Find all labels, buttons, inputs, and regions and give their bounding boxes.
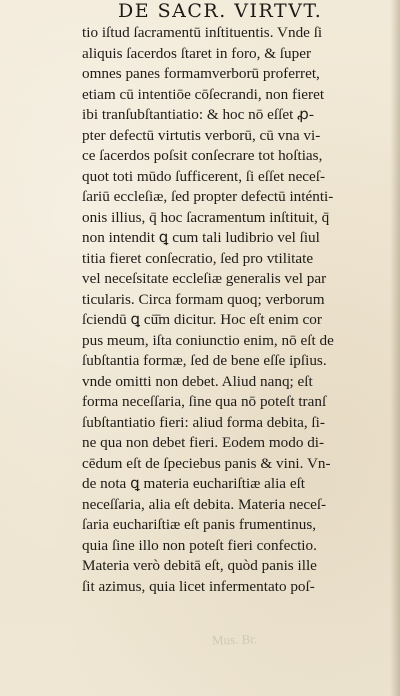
text-line: ticularis. Circa formam quoq; verborum bbox=[82, 290, 325, 308]
text-line: quot toti mūdo ſufficerent, ſi eſſet neceſ- bbox=[82, 167, 326, 185]
bleed-through-mark: Mus. Br. bbox=[211, 631, 258, 648]
text-line: vel neceſsitate eccleſiæ generalis vel par bbox=[82, 270, 327, 287]
text-line: ſit azimus, quia licet infermentato poſ- bbox=[82, 577, 315, 595]
text-line: ſubſtantia formæ, ſed de bene eſſe ipſius. bbox=[82, 352, 327, 369]
text-line: quia ſine illo non poteſt fieri confectio. bbox=[82, 536, 317, 554]
text-line: ibi tranſubſtantiatio: & hoc nō eſſet ꝓ- bbox=[82, 106, 314, 123]
text-line: Materia verò debitā eſt, quòd panis ille bbox=[82, 557, 317, 574]
text-line: de nota ꝗ materia euchariſtiæ alia eſt bbox=[82, 475, 306, 492]
text-line: pter defectū virtutis verborū, cū vna vi- bbox=[82, 126, 321, 144]
text-line: cēdum eſt de ſpeciebus panis & vini. Vn- bbox=[82, 454, 331, 472]
text-line: tio iſtud ſacramentū inſtituentis. Vnde ſi bbox=[82, 24, 323, 41]
text-line: forma neceſſaria, ſine qua nō poteſt tranſ bbox=[82, 393, 327, 410]
text-line: non intendit ꝗ cum tali ludibrio vel ſiul bbox=[82, 229, 320, 246]
text-line: aliquis ſacerdos ſtaret in foro, & ſuper bbox=[82, 44, 312, 62]
text-line: neceſſaria, alia eſt debita. Materia neceſ- bbox=[82, 495, 327, 513]
text-line: pus meum, iſta coniunctio enim, nō eſt de bbox=[82, 331, 334, 349]
text-line: ce ſacerdos poſsit conſecrare tot hoſtias, bbox=[82, 147, 323, 164]
body-text bbox=[82, 23, 394, 597]
text-line: ſubſtantiatio fieri: aliud forma debita, ſi- bbox=[82, 413, 325, 431]
text-line: ſariū eccleſiæ, ſed propter defectū inténti- bbox=[82, 188, 334, 205]
text-line: ſaria euchariſtiæ eſt panis frumentinus, bbox=[82, 516, 317, 533]
text-line: vnde omitti non debet. Aliud nanq; eſt bbox=[82, 372, 313, 390]
text-line: etiam cū intentiōe cōſecrandi, non fieret bbox=[82, 85, 325, 103]
text-line: omnes panes formamverborū proferret, bbox=[82, 65, 320, 82]
text-line: ne qua non debet fieri. Eodem modo di- bbox=[82, 434, 325, 451]
text-line: titia fieret conſecratio, ſed pro vtilitate bbox=[82, 249, 314, 267]
text-line: onis illius, q̄ hoc ſacramentum inſtituit, q̄ bbox=[82, 208, 330, 226]
running-header: DE SACR. VIRTVT. bbox=[118, 0, 323, 22]
text-line: ſciendū ꝗ cū̄m dicitur. Hoc eſt enim cor bbox=[82, 311, 322, 328]
